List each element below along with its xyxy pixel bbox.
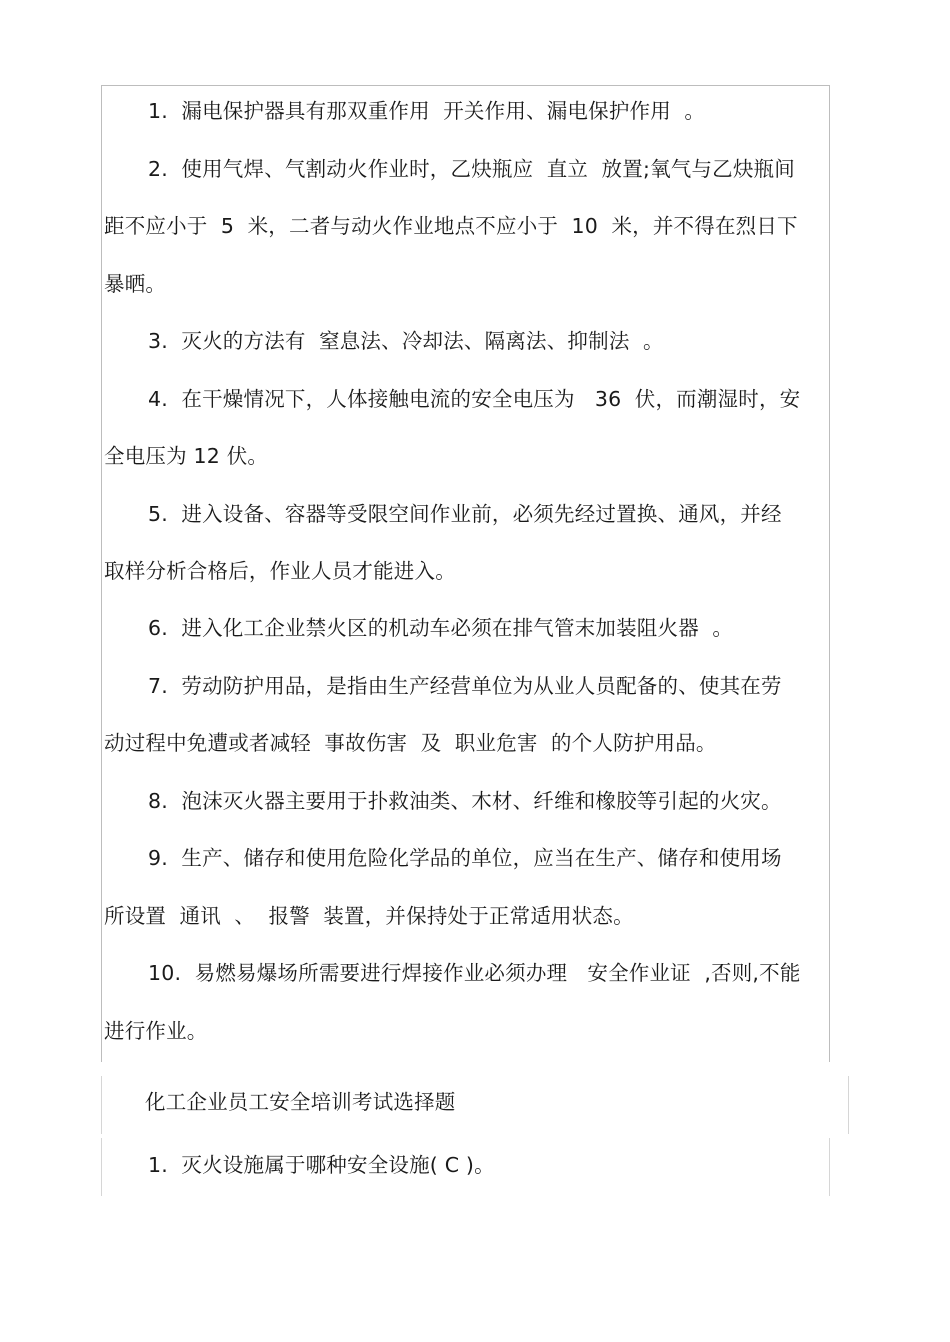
fill-in-item-3: 3. 灭火的方法有 窒息法、冷却法、隔离法、抑制法 。: [148, 329, 664, 353]
fill-in-item-2-line-1: 2. 使用气焊、气割动火作业时，乙炔瓶应 直立 放置;氧气与乙炔瓶间: [148, 157, 795, 181]
fill-in-item-10-line-2: 进行作业。: [104, 1019, 208, 1043]
fill-in-item-2-line-3: 暴晒。: [104, 272, 167, 296]
fill-in-item-7-line-1: 7. 劳动防护用品，是指由生产经营单位为从业人员配备的、使其在劳: [148, 674, 782, 698]
fill-in-item-6: 6. 进入化工企业禁火区的机动车必须在排气管末加装阻火器 。: [148, 616, 734, 640]
fill-in-item-10-line-1: 10. 易燃易爆场所需要进行焊接作业必须办理 安全作业证 ,否则,不能: [148, 961, 801, 985]
fill-in-item-1: 1. 漏电保护器具有那双重作用 开关作用、漏电保护作用 。: [148, 99, 706, 123]
fill-in-item-7-line-2: 动过程中免遭或者减轻 事故伤害 及 职业危害 的个人防护用品。: [104, 731, 717, 755]
choice-item-1: 1. 灭火设施属于哪种安全设施( C )。: [148, 1153, 495, 1177]
fill-in-item-8: 8. 泡沫灭火器主要用于扑救油类、木材、纤维和橡胶等引起的火灾。: [148, 789, 782, 813]
fill-in-item-9-line-1: 9. 生产、储存和使用危险化学品的单位，应当在生产、储存和使用场: [148, 846, 782, 870]
fill-in-item-4-line-1: 4. 在干燥情况下，人体接触电流的安全电压为 36 伏，而潮湿时，安: [148, 387, 801, 411]
fill-in-item-5-line-2: 取样分析合格后，作业人员才能进入。: [104, 559, 456, 583]
fill-in-item-4-line-2: 全电压为 12 伏。: [104, 444, 269, 468]
fill-in-item-5-line-1: 5. 进入设备、容器等受限空间作业前，必须先经过置换、通风，并经: [148, 502, 782, 526]
fill-in-item-2-line-2: 距不应小于 5 米，二者与动火作业地点不应小于 10 米，并不得在烈日下: [104, 214, 798, 238]
section-heading: 化工企业员工安全培训考试选择题: [145, 1090, 456, 1114]
fill-in-item-9-line-2: 所设置 通讯 、 报警 装置，并保持处于正常适用状态。: [104, 904, 634, 928]
